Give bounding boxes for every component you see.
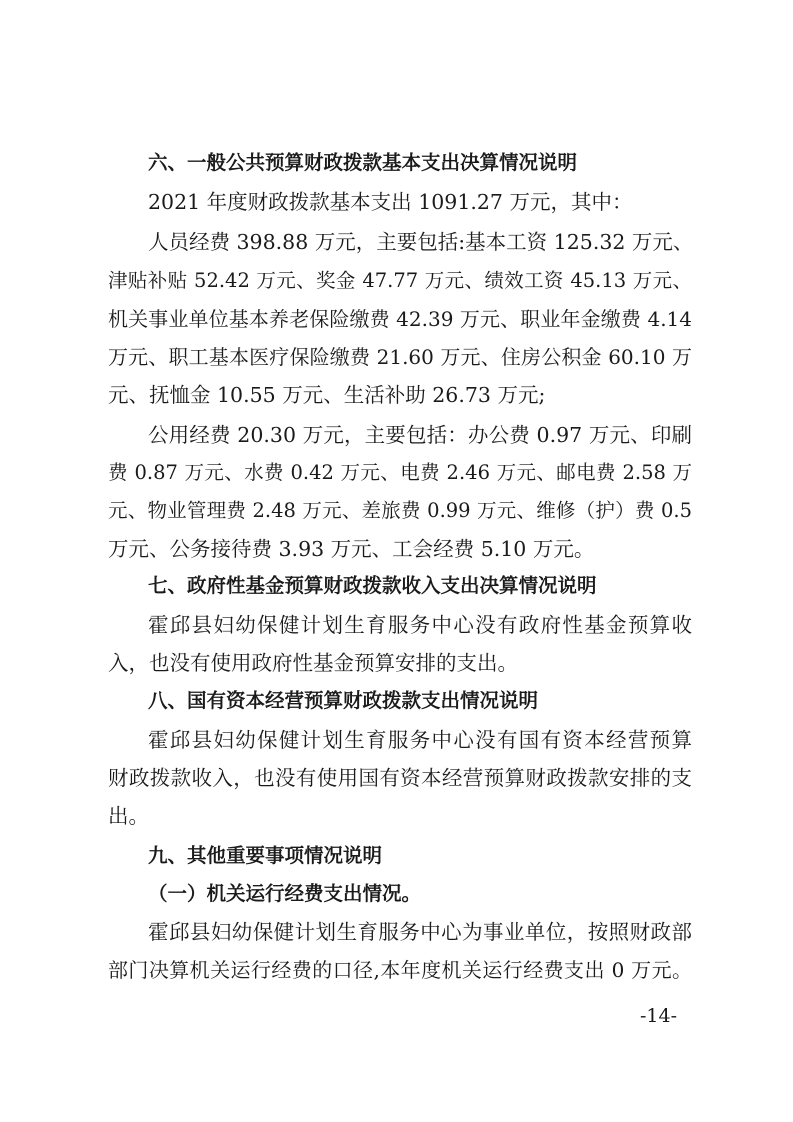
- paragraph-line: 机关事业单位基本养老保险缴费 42.39 万元、职业年金缴费 4.14: [108, 307, 692, 331]
- paragraph-line: 万元、公务接待费 3.93 万元、工会经费 5.10 万元。: [108, 537, 595, 561]
- paragraph-line: 霍邱县妇幼保健计划生育服务中心没有政府性基金预算收: [148, 613, 692, 637]
- paragraph-line: 人员经费 398.88 万元，主要包括:基本工资 125.32 万元、: [148, 230, 694, 254]
- section-heading: 六、一般公共预算财政拨款基本支出决算情况说明: [148, 151, 578, 174]
- paragraph-line: 财政拨款收入，也没有使用国有资本经营预算财政拨款安排的支: [108, 766, 692, 790]
- paragraph-line: 元、抚恤金 10.55 万元、生活补助 26.73 万元;: [108, 383, 546, 407]
- paragraph-line: 元、物业管理费 2.48 万元、差旅费 0.99 万元、维修（护）费 0.5: [108, 499, 692, 522]
- page-number: -14-: [640, 1005, 678, 1027]
- paragraph-line: 津贴补贴 52.42 万元、奖金 47.77 万元、绩效工资 45.13 万元、: [108, 269, 692, 292]
- subsection-heading: （一）机关运行经费支出情况。: [148, 882, 422, 905]
- paragraph-line: 公用经费 20.30 万元，主要包括：办公费 0.97 万元、印刷: [148, 423, 692, 447]
- paragraph-line: 万元、职工基本医疗保险缴费 21.60 万元、住房公积金 60.10 万: [108, 345, 692, 369]
- paragraph-line: 霍邱县妇幼保健计划生育服务中心为事业单位，按照财政部: [148, 920, 692, 944]
- paragraph-line: 出。: [108, 804, 149, 828]
- paragraph-line: 入，也没有使用政府性基金预算安排的支出。: [108, 651, 518, 675]
- section-heading: 八、国有资本经营预算财政拨款支出情况说明: [148, 689, 539, 712]
- paragraph-line: 部门决算机关运行经费的口径,本年度机关运行经费支出 0 万元。: [108, 958, 692, 982]
- section-heading: 九、其他重要事项情况说明: [148, 844, 383, 867]
- paragraph-line: 费 0.87 万元、水费 0.42 万元、电费 2.46 万元、邮电费 2.58 万: [108, 461, 692, 484]
- section-heading: 七、政府性基金预算财政拨款收入支出决算情况说明: [148, 574, 597, 597]
- paragraph-line: 霍邱县妇幼保健计划生育服务中心没有国有资本经营预算: [148, 728, 692, 752]
- paragraph-line: 2021 年度财政拨款基本支出 1091.27 万元，其中：: [148, 190, 633, 214]
